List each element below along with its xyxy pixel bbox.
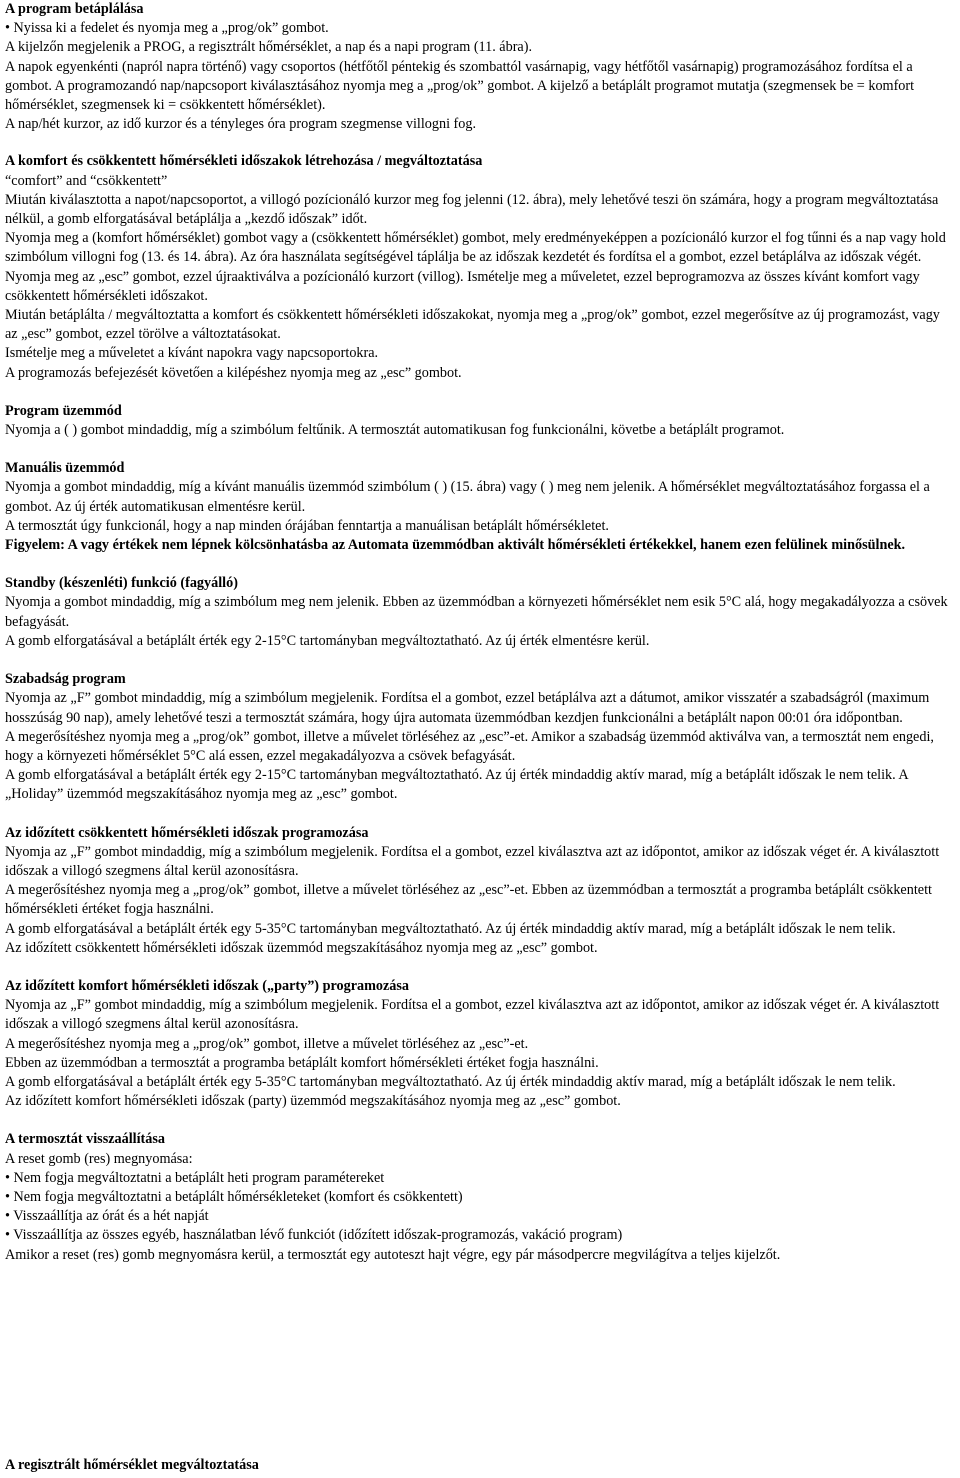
- paragraph: Az időzített komfort hőmérsékleti időszak (party) üzemmód megszakításához nyomja meg az „esc” gombot.: [5, 1093, 621, 1110]
- list-item: • Visszaállítja az órát és a hét napját: [5, 1208, 209, 1225]
- paragraph: Nyomja az „F” gombot mindaddig, míg a szimbólum megjelenik. Fordítsa el a gombot, ezzel kiválasztva azt az időpontot, amikor az időszak véget ér. A kiválasztott időszak a villogó szegmens által kerül azonosításra.: [5, 843, 940, 879]
- document-body: [5, 0, 955, 1284]
- paragraph: Nyomja a ( ) gombot mindaddig, míg a szimbólum feltűnik. A termosztát automatikusan fog funkcionálni, követbe a betáplált programot.: [5, 422, 785, 439]
- section-thermostat-reset: [5, 1130, 955, 1264]
- section-comfort-reduced-periods: [5, 152, 955, 382]
- paragraph: A programozás befejezését követően a kilépéshez nyomja meg az „esc” gombot.: [5, 364, 462, 381]
- paragraph: A napok egyenkénti (napról napra történő) vagy csoportos (hétfőtől péntekig és szombattól vasárnapig, vagy hétfőtől vasárnapig) programozásához fordítsa el a gombot. A programozandó nap/napcsoport kiválasztásához nyomja meg a „prog/ok” gombot. A kijelző a betáplált programot mutatja (szegmensek be = komfort hőmérséklet, szegmensek ki = csökkentett hőmérséklet).: [5, 58, 915, 114]
- section-program-mode: [5, 402, 955, 440]
- paragraph: Nyomja a gombot mindaddig, míg a szimbólum meg nem jelenik. Ebben az üzemmódban a környezeti hőmérséklet nem esik 5°C alá, hogy megakadályozza a csövek befagyását.: [5, 594, 948, 630]
- section-timed-reduced: [5, 824, 955, 958]
- paragraph: A kijelzőn megjelenik a PROG, a regisztrált hőmérséklet, a nap és a napi program (11. ábra).: [5, 39, 532, 56]
- paragraph: Ebben az üzemmódban a termosztát a programba betáplált komfort hőmérsékleti értéket fogja használni.: [5, 1054, 599, 1071]
- list-item: • Nem fogja megváltoztatni a betáplált heti program paramétereket: [5, 1169, 385, 1186]
- section-timed-comfort-party: [5, 977, 955, 1111]
- paragraph: “comfort” and “csökkentett”: [5, 172, 168, 189]
- paragraph: A reset gomb (res) megnyomása:: [5, 1150, 193, 1167]
- list-item: • Visszaállítja az összes egyéb, használatban lévő funkciót (időzített időszak-programozás, vakáció program): [5, 1227, 623, 1244]
- section-heading: A termosztát visszaállítása: [5, 1131, 165, 1148]
- paragraph: A megerősítéshez nyomja meg a „prog/ok” gombot, illetve a művelet törléséhez az „esc”-et. Amikor a szabadság üzemmód aktiválva van, a termosztát nem engedi, hogy a környezeti hőmérséklet 5°C alá essen, ezzel megakadályozva a csövek befagyását.: [5, 728, 934, 764]
- paragraph: Miután betáplálta / megváltoztatta a komfort és csökkentett hőmérsékleti időszakokat, nyomja meg a „prog/ok” gombot, ezzel megerősítve az új programozást, vagy az „esc” gombot, ezzel törölve a változtatásokat.: [5, 307, 940, 343]
- paragraph: Az időzített csökkentett hőmérsékleti időszak üzemmód megszakításához nyomja meg az „esc” gombot.: [5, 939, 598, 956]
- section-heading: Az időzített komfort hőmérsékleti időszak („party”) programozása: [5, 977, 410, 994]
- paragraph: Ismételje meg a műveletet a kívánt napokra vagy napcsoportokra.: [5, 345, 379, 362]
- section-heading: A komfort és csökkentett hőmérsékleti időszakok létrehozása / megváltoztatása: [5, 153, 483, 170]
- paragraph: A gomb elforgatásával a betáplált érték egy 5-35°C tartományban megváltoztatható. Az új érték mindaddig aktív marad, míg a betáplált időszak le nem telik.: [5, 1073, 896, 1090]
- paragraph: A termosztát úgy funkcionál, hogy a nap minden órájában fenntartja a manuálisan betáplált hőmérsékletet.: [5, 517, 609, 534]
- paragraph: A megerősítéshez nyomja meg a „prog/ok” gombot, illetve a művelet törléséhez az „esc”-et.: [5, 1035, 529, 1052]
- paragraph: Nyomja az „F” gombot mindaddig, míg a szimbólum megjelenik. Fordítsa el a gombot, ezzel betáplálva azt a dátumot, amikor visszatér a szabadságról (maximum hosszúság 90 nap), amely lehetővé teszi a termosztát számára, hogy újra automata üzemmódban kezdjen funkcionálni a betáplált napon 00:01 óra időpontban.: [5, 690, 930, 726]
- section-heading-registered-temperature: A regisztrált hőmérséklet megváltoztatása: [5, 1457, 259, 1473]
- section-heading: Az időzített csökkentett hőmérsékleti időszak programozása: [5, 824, 369, 841]
- paragraph: A gomb elforgatásával a betáplált érték egy 2-15°C tartományban megváltoztatható. Az új érték elmentésre kerül.: [5, 632, 650, 649]
- warning-note: Figyelem: A vagy értékek nem lépnek kölcsönhatásba az Automata üzemmódban aktivált hőmérsékleti értékekkel, hanem ezen felülinek minősülnek.: [5, 537, 906, 554]
- section-holiday-program: [5, 670, 955, 804]
- paragraph: A gomb elforgatásával a betáplált érték egy 5-35°C tartományban megváltoztatható. Az új érték mindaddig aktív marad, míg a betáplált időszak le nem telik.: [5, 920, 896, 937]
- paragraph: A megerősítéshez nyomja meg a „prog/ok” gombot, illetve a művelet törléséhez az „esc”-et. Ebben az üzemmódban a termosztát a programba betáplált csökkentett hőmérsékleti értéket fogja használni.: [5, 882, 932, 918]
- paragraph: Amikor a reset (res) gomb megnyomásra kerül, a termosztát egy autoteszt hajt végre, egy pár másodpercre megvilágítva a teljes kijelzőt.: [5, 1246, 781, 1263]
- section-standby: [5, 574, 955, 651]
- section-heading: Program üzemmód: [5, 402, 122, 419]
- section-heading: Szabadság program: [5, 671, 126, 688]
- section-program-input: [5, 0, 955, 134]
- paragraph: • Nyissa ki a fedelet és nyomja meg a „prog/ok” gombot.: [5, 20, 329, 37]
- paragraph: Miután kiválasztotta a napot/napcsoportot, a villogó pozícionáló kurzor meg fog jelenni (12. ábra), mely lehetővé teszi ön számára, hogy a program megváltoztatása nélkül, a gomb elforgatásával betáplálja a „kezdő időszak” időt.: [5, 191, 939, 228]
- paragraph: Nyomja az „F” gombot mindaddig, míg a szimbólum megjelenik. Fordítsa el a gombot, ezzel kiválasztva azt az időpontot, amikor az időszak véget ér. A kiválasztott időszak a villogó szegmens által kerül azonosításra.: [5, 997, 940, 1033]
- section-heading: Manuális üzemmód: [5, 460, 125, 477]
- paragraph: Nyomja meg a (komfort hőmérséklet) gombot vagy a (csökkentett hőmérséklet) gombot, mely eredményeképpen a pozícionáló kurzor el fog tűnni és a nap vagy hold szimbólum villogni fog (13. és 14. ábra). Az óra használata segítségével táplálja be az időszak kezdetét és fordítsa el a gombot, ezzel betáplálva az időszak végét. Nyomja meg az „esc” gombot, ezzel újraaktiválva a pozícionáló kurzort (villog). Ismételje meg a műveletet, ezzel beprogramozva az összes kívánt komfort vagy csökkentett hőmérsékleti időszakot.: [5, 230, 946, 304]
- paragraph: A gomb elforgatásával a betáplált érték egy 2-15°C tartományban megváltoztatható. Az új érték mindaddig aktív marad, míg a betáplált időszak le nem telik. A „Holiday” üzemmód megszakításához nyomja meg az „esc” gombot.: [5, 767, 908, 803]
- section-heading: A program betáplálása: [5, 1, 144, 17]
- paragraph: Nyomja a gombot mindaddig, míg a kívánt manuális üzemmód szimbólum ( ) (15. ábra) vagy ( ) meg nem jelenik. A hőmérséklet megváltoztatásához forgassa el a gombot. Az új érték automatikusan elmentésre kerül.: [5, 479, 930, 515]
- paragraph: A nap/hét kurzor, az idő kurzor és a tényleges óra program szegmense villogni fog.: [5, 116, 477, 133]
- list-item: • Nem fogja megváltoztatni a betáplált hőmérsékleteket (komfort és csökkentett): [5, 1188, 463, 1205]
- section-heading: Standby (készenléti) funkció (fagyálló): [5, 575, 238, 592]
- section-manual-mode: [5, 459, 955, 555]
